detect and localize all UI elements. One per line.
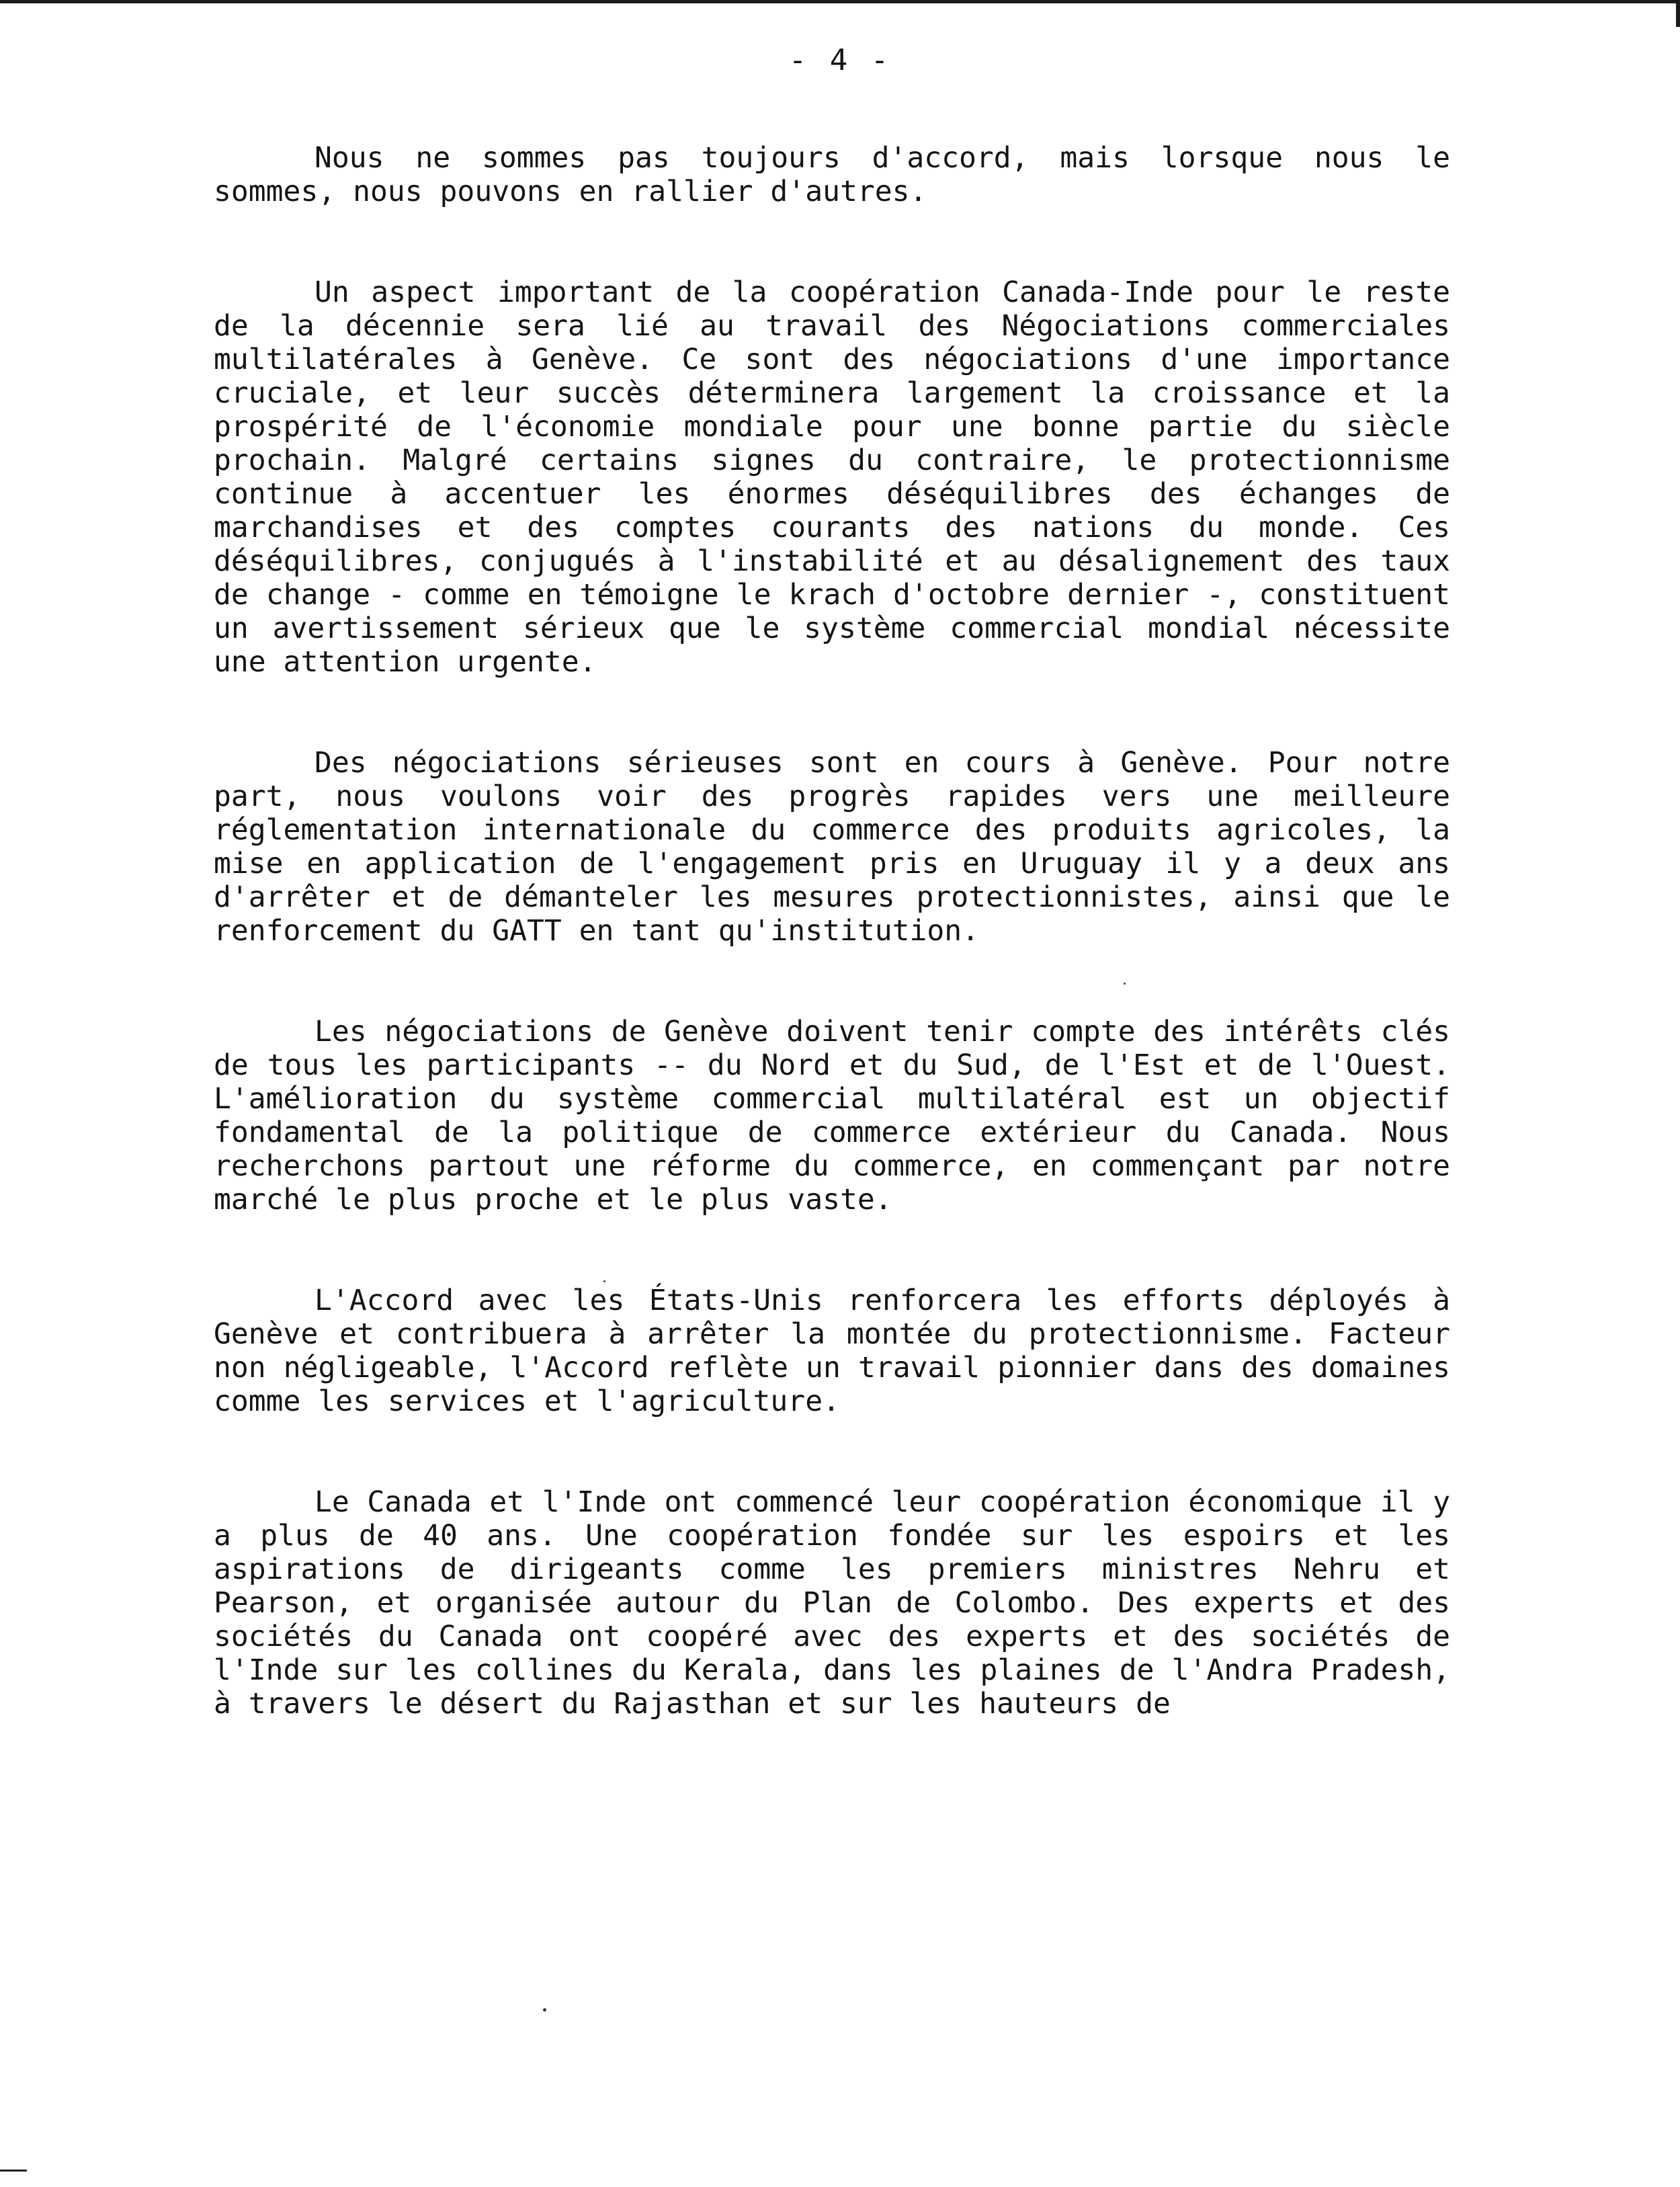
paragraph-3: Des négociations sérieuses sont en cours à Genève. Pour notre part, nous voulons voir des progrès rapides vers une meilleure réglementation internationale du commerce des produits agricoles, la mise en application de l'engagement pris en Uruguay il y a deux ans d'arrêter et de démanteler les mesures protectionnistes, ainsi que le renforcement du GATT en tant qu'institution. [214,746,1450,948]
paragraph-2: Un aspect important de la coopération Canada-Inde pour le reste de la décennie sera lié au travail des Négociations commerciales multilatérales à Genève. Ce sont des négociations d'une importance cruciale, et leur succès déterminera largement la croissance et la prospérité de l'économie mondiale pour une bonne partie du siècle prochain. Malgré certains signes du contraire, le protectionnisme continue à accentuer les énormes déséquilibres des échanges de marchandises et des comptes courants des nations du monde. Ces déséquilibres, conjugués à l'instabilité et au désalignement des taux de change - comme en témoigne le krach d'octobre dernier -, constituent un avertissement sérieux que le système commercial mondial nécessite une attention urgente. [214,276,1450,679]
paragraph-6: Le Canada et l'Inde ont commencé leur coopération économique il y a plus de 40 ans. Une coopération fondée sur les espoirs et les aspirations de dirigeants comme les premiers ministres Nehru et Pearson, et organisée autour du Plan de Colombo. Des experts et des sociétés du Canada ont coopéré avec des experts et des sociétés de l'Inde sur les collines du Kerala, dans les plaines de l'Andra Pradesh, à travers le désert du Rajasthan et sur les hauteurs de [214,1485,1450,1721]
scan-speck [543,2008,546,2012]
document-body [214,141,1450,1788]
page-number: - 4 - [788,43,892,77]
scan-speck [1124,983,1126,985]
scan-corner-mark [0,2170,27,2172]
paragraph-1: Nous ne sommes pas toujours d'accord, mais lorsque nous le sommes, nous pouvons en rallier d'autres. [214,141,1450,208]
paragraph-5: L'Accord avec les États-Unis renforcera les efforts déployés à Genève et contribuera à arrêter la montée du protectionnisme. Facteur non négligeable, l'Accord reflète un travail pionnier dans des domaines comme les services et l'agriculture. [214,1284,1450,1418]
scan-speck [603,1280,605,1282]
page-top-border [0,0,1680,3]
paragraph-4: Les négociations de Genève doivent tenir compte des intérêts clés de tous les participants -- du Nord et du Sud, de l'Est et de l'Ouest. L'amélioration du système commercial multilatéral est un objectif fondamental de la politique de commerce extérieur du Canada. Nous recherchons partout une réforme du commerce, en commençant par notre marché le plus proche et le plus vaste. [214,1015,1450,1216]
page-right-edge [1676,0,1680,27]
